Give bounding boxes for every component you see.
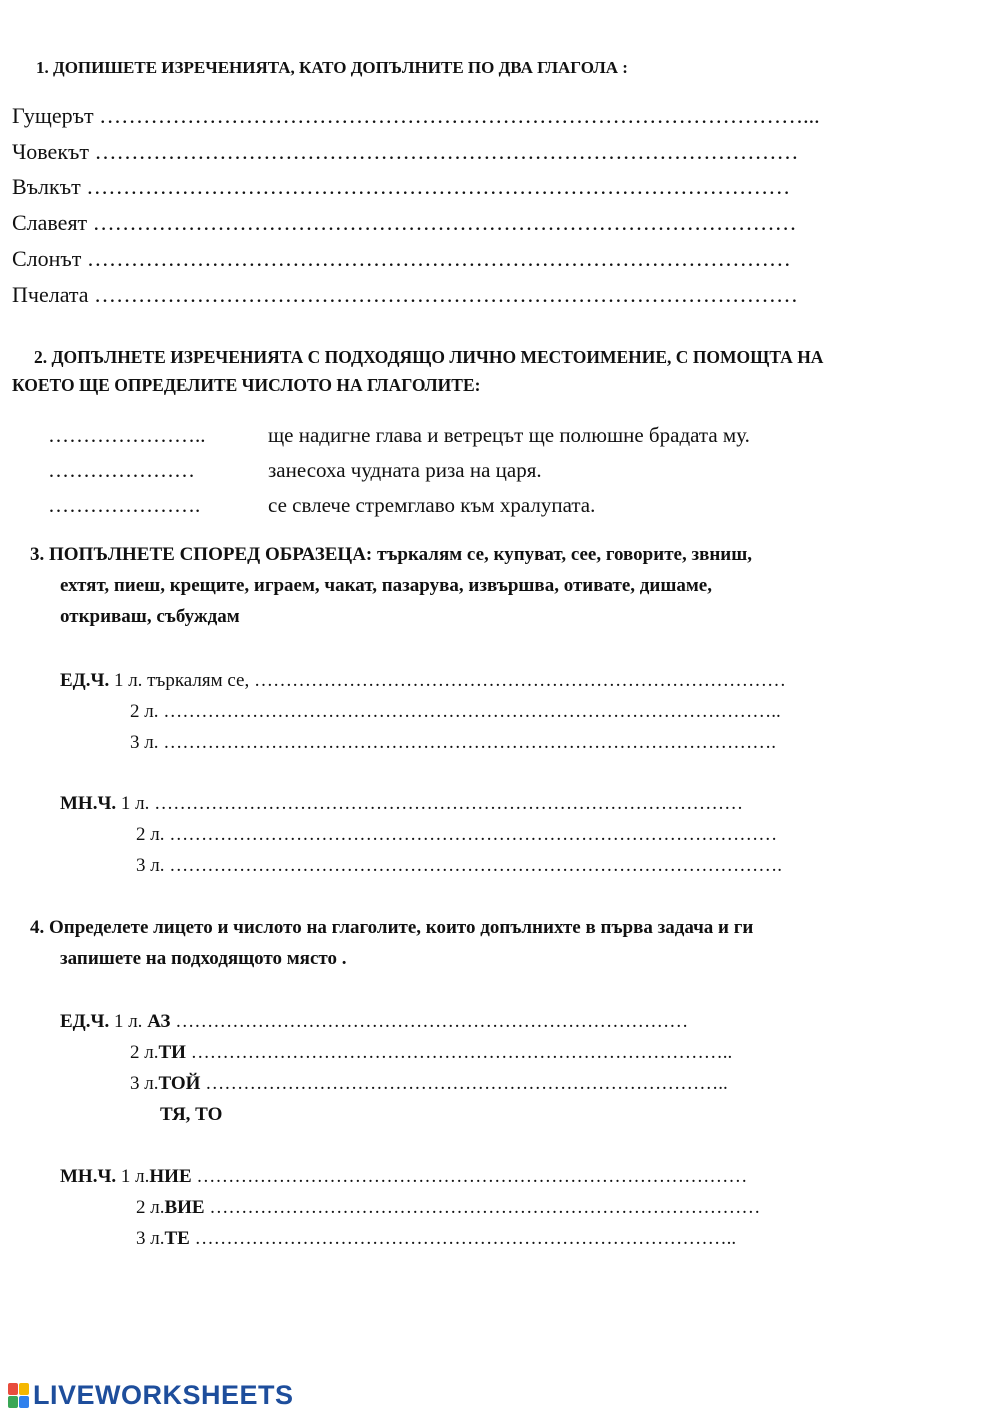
answer-blank[interactable]: ……………………………………………………………………………………. [169,855,782,876]
task3-plural-row-3[interactable] [136,855,782,877]
answer-blank[interactable]: ………………………………………………………………………… [253,670,786,691]
task3-singular-row-1[interactable] [60,670,786,692]
task1-line-nightingale[interactable]: Славеят …………………………………………………………………………………… [12,210,797,235]
task1-line-elephant[interactable]: Слонът …………………………………………………………………………………… [12,246,791,271]
person-label: 1 л. [120,1166,150,1187]
answer-blank[interactable]: ……………………………………………………………………………………. [163,732,776,753]
task3-singular-row-3[interactable] [130,732,776,754]
answer-blank[interactable]: ……………………………………………………………………… [170,1011,689,1032]
answer-blank[interactable]: …………………………………………………………………………………….. [163,701,781,722]
task4-plural-row-1[interactable] [60,1166,747,1188]
task3-plural-row-1[interactable] [60,793,743,815]
person-label: 2 л. [136,824,170,845]
task2-heading-line2: КОЕТО ЩЕ ОПРЕДЕЛИТЕ ЧИСЛОТО НА ГЛАГОЛИТЕ: [12,375,481,395]
singular-label: ЕД.Ч. [60,670,110,691]
logo-text: LIVEWORKSHEETS [33,1380,294,1410]
person-label: 1 л. търкалям се, [113,670,254,691]
pronoun: АЗ [147,1011,171,1032]
task4-heading-line1: 4. Определете лицето и числото на глаголите, които допълнихте в първа задача и ги [30,917,754,938]
person-label: 3 л. [136,1228,165,1249]
task2-sentence-2: занесоха чудната риза на царя. [268,458,542,482]
task3-plural-row-2[interactable] [136,824,777,846]
task2-blank-3[interactable]: …………………. [48,493,201,517]
person-label: 2 л. [130,1042,159,1063]
person-label: 2 л. [136,1197,165,1218]
logo-blocks-icon [8,1383,30,1409]
task4-singular-row-2[interactable] [130,1042,732,1064]
pronoun: ТЕ [164,1228,190,1249]
task1-line-wolf[interactable]: Вълкът …………………………………………………………………………………… [12,174,791,199]
task1-heading: 1. ДОПИШЕТЕ ИЗРЕЧЕНИЯТА, КАТО ДОПЪЛНИТЕ ПО ДВА ГЛАГОЛА : [36,58,628,77]
answer-blank[interactable]: ………………………………………………………………………….. [185,1042,733,1063]
person-label: 3 л. [130,1073,159,1094]
task1-line-bee[interactable]: Пчелата …………………………………………………………………………………… [12,282,799,307]
person-label: 1 л. [120,793,155,814]
answer-blank[interactable]: …………………………………………………………………………… [204,1197,761,1218]
task3-heading-line1: 3. ПОПЪЛНЕТЕ СПОРЕД ОБРАЗЕЦА: търкалям се, купуват, сее, говорите, звниш, [30,544,753,565]
task2-sentence-3: се свлече стремглаво към хралупата. [268,493,596,517]
task2-blank-2[interactable]: ………………… [48,458,195,482]
answer-blank[interactable]: …………………………………………………………………………… [191,1166,748,1187]
task4-singular-extra-pronouns: ТЯ, ТО [160,1104,223,1125]
pronoun: ВИЕ [164,1197,205,1218]
task3-singular-row-2[interactable] [130,701,781,723]
task2-sentence-1: ще надигне глава и ветрецът ще полюшне брадата му. [268,423,750,447]
person-label: 1 л. [113,1011,148,1032]
answer-blank[interactable]: ……………………………………………………………………….. [200,1073,728,1094]
pronoun: ТОЙ [158,1073,201,1094]
task4-singular-row-1[interactable] [60,1011,688,1033]
task3-heading-line2: ехтят, пиеш, крещите, играем, чакат, пазарува, извършва, отивате, дишаме, [60,575,712,596]
answer-blank[interactable]: ………………………………………………………………………….. [189,1228,737,1249]
task2-blank-1[interactable]: ………………….. [48,423,206,447]
task2-heading-line1: 2. ДОПЪЛНЕТЕ ИЗРЕЧЕНИЯТА С ПОДХОДЯЩО ЛИЧНО МЕСТОИМЕНИЕ, С ПОМОЩТА НА [34,347,824,367]
plural-label: МН.Ч. [60,1166,117,1187]
plural-label: МН.Ч. [60,793,117,814]
liveworksheets-logo [8,1380,294,1411]
task4-plural-row-3[interactable] [136,1228,736,1250]
singular-label: ЕД.Ч. [60,1011,110,1032]
task3-heading-line3: откриваш, събуждам [60,606,240,627]
task4-plural-row-2[interactable] [136,1197,760,1219]
task4-singular-row-3[interactable] [130,1073,728,1095]
person-label: 2 л. [130,701,164,722]
task1-line-man[interactable]: Човекът …………………………………………………………………………………… [12,139,799,164]
answer-blank[interactable]: ………………………………………………………………………………… [154,793,744,814]
task4-heading-line2: запишете на подходящото място . [60,948,347,969]
person-label: 3 л. [130,732,164,753]
pronoun: ТИ [158,1042,186,1063]
pronoun: НИЕ [149,1166,192,1187]
answer-blank[interactable]: …………………………………………………………………………………… [169,824,778,845]
task1-line-lizard[interactable]: Гущерът ……………………………………………………………………………………... [12,103,820,128]
person-label: 3 л. [136,855,170,876]
